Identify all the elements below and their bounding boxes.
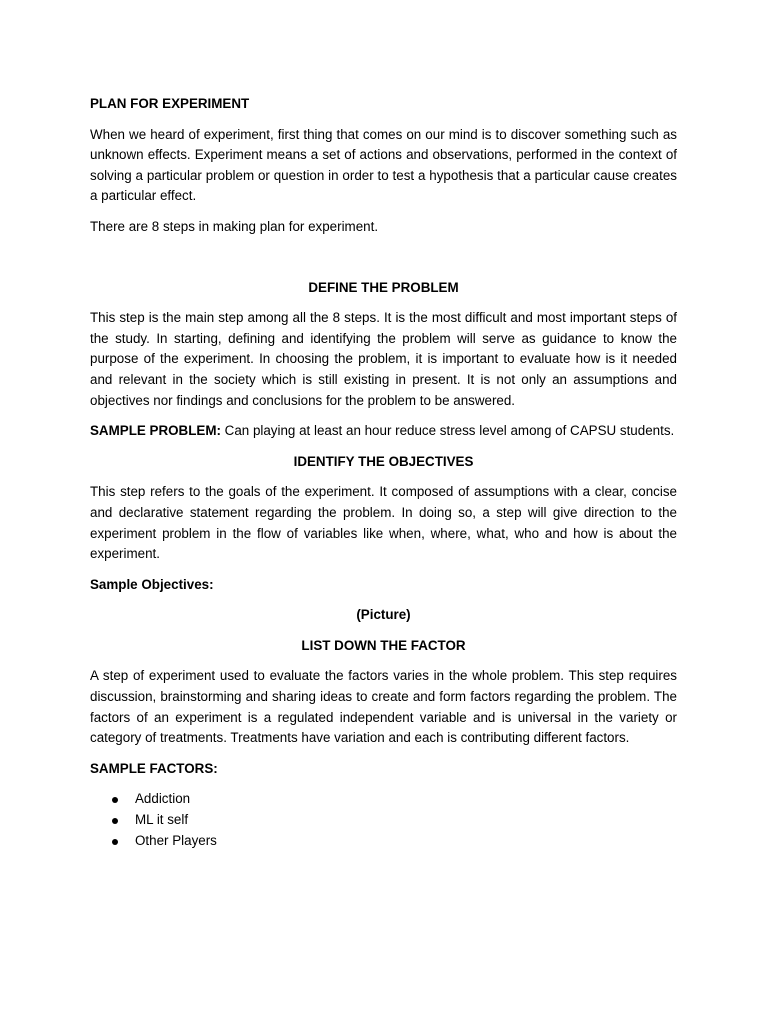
sample-objectives-label: Sample Objectives: (90, 576, 214, 592)
list-factor-heading: LIST DOWN THE FACTOR (301, 637, 466, 653)
bullet-icon (112, 797, 118, 803)
define-problem-heading: DEFINE THE PROBLEM (308, 279, 459, 295)
picture-placeholder: (Picture) (356, 607, 411, 623)
sample-factors-label: SAMPLE FACTORS: (90, 760, 218, 776)
identify-objectives-paragraph: This step refers to the goals of the experiment. It composed of assumptions with a clear, concise and declarative statement regarding the problem. In doing so, a step will give direction to the experiment problem in the flow of variables like when, where, what, who and how is about the experiment. (90, 484, 677, 562)
document-page (90, 94, 677, 851)
bullet-icon (112, 818, 118, 824)
list-item (90, 810, 677, 831)
list-item-text: ML it self (135, 812, 189, 828)
intro-paragraph: When we heard of experiment, first thing that comes on our mind is to discover something such as unknown effects. Experiment means a set of actions and observations, performed in the context of solving a particular problem or question in order to test a hypothesis that a particular cause creates a particular effect. (90, 126, 677, 204)
document-title: PLAN FOR EXPERIMENT (90, 96, 250, 111)
sample-problem-label: SAMPLE PROBLEM: (90, 423, 221, 439)
list-item-text: Addiction (135, 791, 191, 807)
list-item (90, 831, 677, 852)
sample-problem-text: Can playing at least an hour reduce stress level among of CAPSU students. (220, 423, 675, 439)
define-problem-paragraph: This step is the main step among all the 8 steps. It is the most difficult and most important steps of the study. In starting, defining and identifying the problem will serve as guidance to know the purpose of the experiment. In choosing the problem, it is important to evaluate how is it needed and relevant in the society which is still existing in present. It is not only an assumptions and objectives nor findings and conclusions for the problem to be answered. (90, 310, 677, 408)
list-item-text: Other Players (135, 832, 217, 848)
sample-factors-list (90, 789, 677, 851)
list-factor-paragraph: A step of experiment used to evaluate the factors varies in the whole problem. This step requires discussion, brainstorming and sharing ideas to create and form factors regarding the problem. The factors of an experiment is a regulated independent variable and is universal in the variety or category of treatments. Treatments have variation and each is contributing different factors. (90, 668, 677, 746)
list-item (90, 789, 677, 810)
bullet-icon (112, 839, 118, 845)
sample-problem (90, 421, 677, 442)
steps-count-paragraph: There are 8 steps in making plan for experiment. (90, 218, 379, 234)
section-spacer (90, 248, 677, 278)
identify-objectives-heading: IDENTIFY THE OBJECTIVES (293, 453, 474, 469)
